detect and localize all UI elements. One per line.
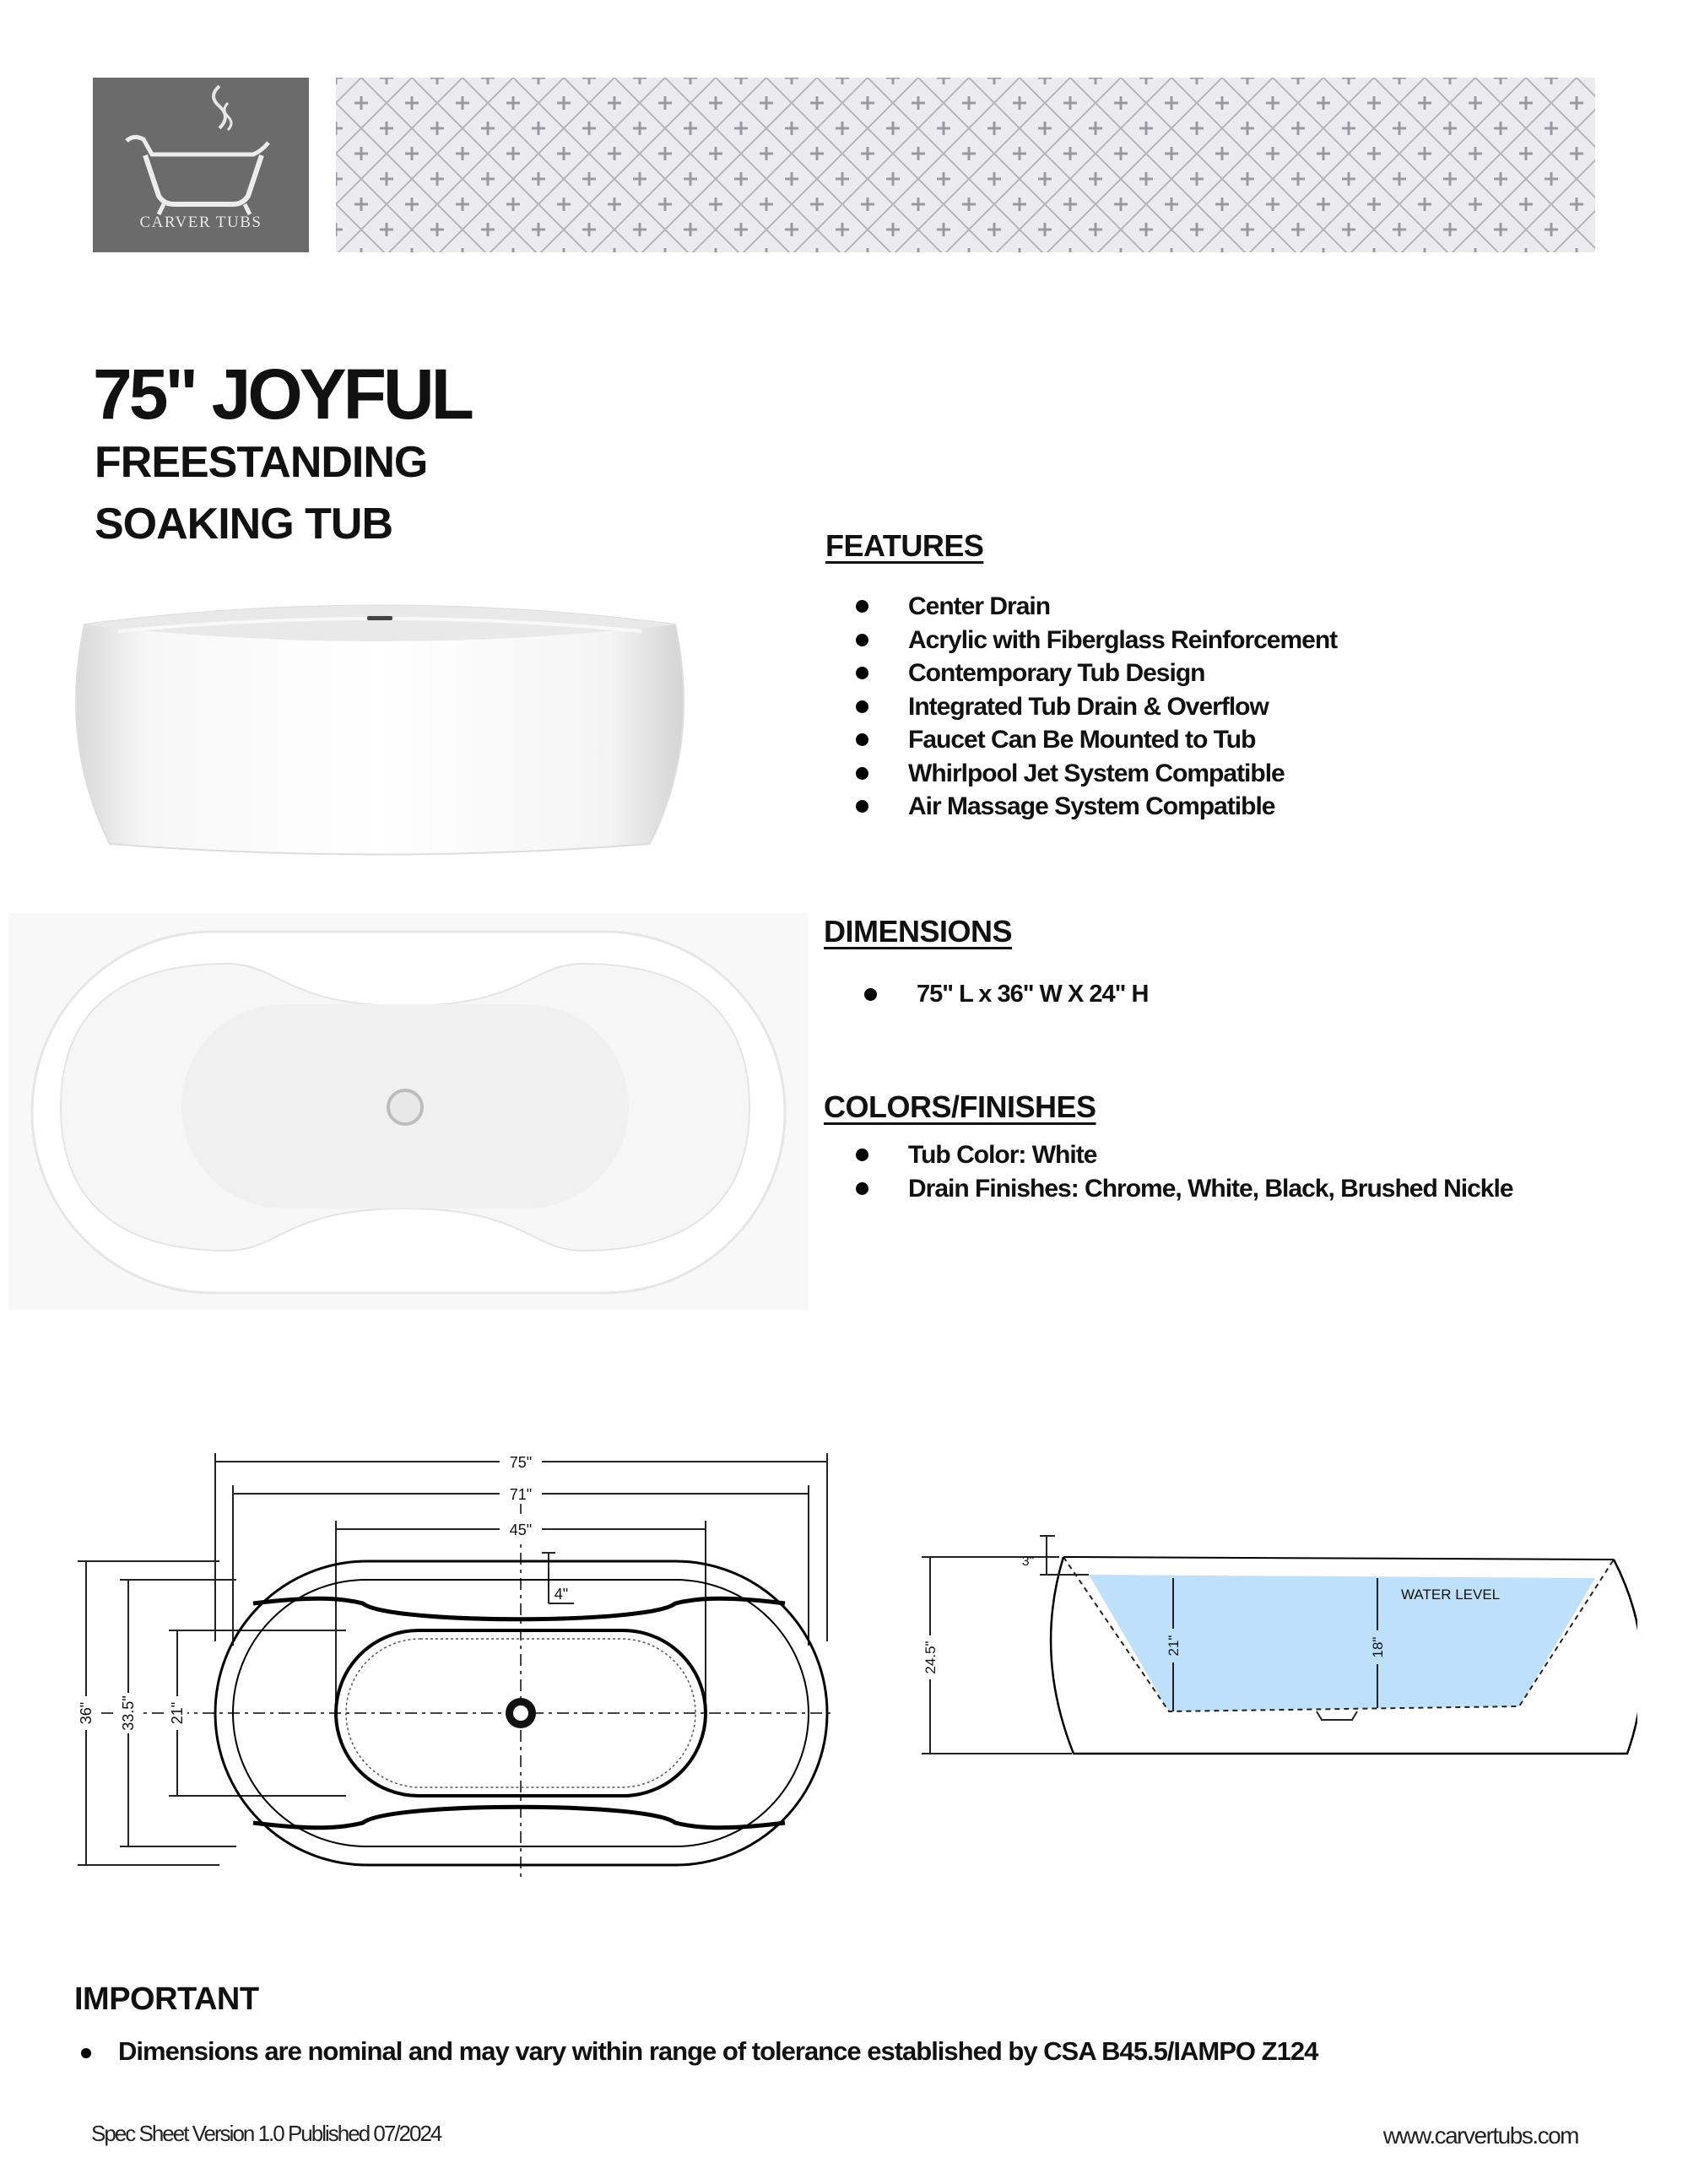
dimensions-list (864, 978, 1148, 1012)
dimensions-heading: DIMENSIONS (824, 914, 1013, 949)
important-heading: IMPORTANT (74, 1981, 259, 2017)
bullet-icon (856, 667, 868, 679)
bullet-icon (856, 733, 868, 746)
colors-heading: COLORS/FINISHES (824, 1089, 1096, 1124)
dim-rim-offset: 3" (1021, 1554, 1035, 1569)
side-section-drawing (920, 1519, 1637, 1764)
water-level-label: WATER LEVEL (1401, 1587, 1501, 1603)
bullet-icon (856, 634, 868, 646)
dim-overall-height: 24.5" (922, 1641, 939, 1674)
spec-version: Spec Sheet Version 1.0 Published 07/2024 (91, 2121, 441, 2146)
list-item: Air Massage System Compatible (856, 790, 1337, 824)
bullet-icon (856, 700, 868, 713)
top-plan-drawing (68, 1443, 844, 1882)
list-item: Contemporary Tub Design (856, 657, 1337, 690)
brand-logo (93, 78, 309, 252)
dim-interior-depth: 21" (1166, 1635, 1182, 1657)
tub-top-photo (8, 913, 809, 1310)
dim-armrest-depth: 4" (554, 1586, 569, 1603)
list-item: Tub Color: White (856, 1138, 1513, 1172)
bullet-icon (856, 800, 868, 813)
bullet-icon (864, 988, 877, 1001)
dim-inner-width: 33.5" (120, 1695, 137, 1731)
dim-basin-length: 45" (509, 1522, 533, 1538)
dim-overall-length: 75" (509, 1454, 533, 1471)
list-item: Faucet Can Be Mounted to Tub (856, 723, 1337, 757)
dim-basin-width: 21" (169, 1701, 186, 1725)
bullet-icon (856, 1182, 868, 1195)
product-subtitle-line2: SOAKING TUB (95, 500, 392, 549)
list-item: Center Drain (856, 590, 1337, 624)
bullet-icon (856, 767, 868, 780)
features-heading: FEATURES (825, 528, 984, 563)
dim-overall-width: 36" (78, 1701, 95, 1725)
drain-icon (388, 1090, 422, 1124)
product-subtitle-line1: FREESTANDING (95, 438, 428, 487)
dim-water-depth: 18" (1370, 1636, 1386, 1658)
list-item: Whirlpool Jet System Compatible (856, 757, 1337, 791)
product-title: 75" JOYFUL (93, 354, 471, 434)
bullet-icon (81, 2048, 91, 2058)
list-item: Acrylic with Fiberglass Reinforcement (856, 624, 1337, 657)
bullet-icon (856, 600, 868, 613)
overflow-icon (367, 616, 392, 620)
dim-inner-length: 71" (509, 1486, 533, 1503)
pattern-banner (336, 78, 1595, 252)
colors-list (856, 1138, 1513, 1205)
logo-text: CARVER TUBS (139, 214, 262, 231)
important-note: Dimensions are nominal and may vary within range of tolerance established by CSA B45.5/IAMPO Z124 (81, 2036, 1317, 2067)
bullet-icon (856, 1149, 868, 1161)
tub-side-photo (68, 591, 692, 869)
features-list (856, 590, 1337, 824)
drain-icon (1317, 1711, 1357, 1720)
list-item: 75" L x 36" W X 24" H (864, 978, 1148, 1012)
list-item: Integrated Tub Drain & Overflow (856, 690, 1337, 724)
website-link[interactable]: www.carvertubs.com (1382, 2122, 1578, 2149)
list-item: Drain Finishes: Chrome, White, Black, Brushed Nickle (856, 1172, 1513, 1206)
